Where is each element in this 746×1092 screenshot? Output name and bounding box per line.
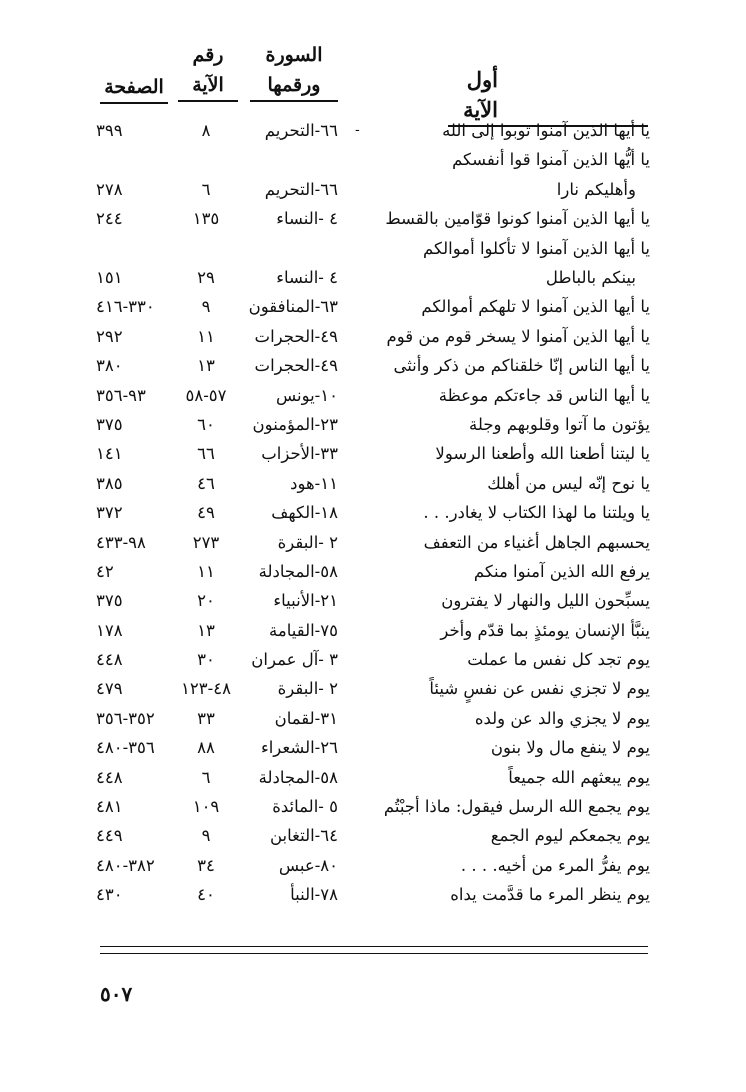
header-page: الصفحة: [100, 72, 168, 104]
surah-cell: ٦٦-التحريم: [264, 121, 338, 140]
page-number-cell: ٣٩٩: [96, 121, 123, 140]
ayah-number-cell: ١٣٥: [192, 209, 220, 229]
first-ayah-cell: [350, 469, 650, 498]
surah-cell: ١٠-يونس: [275, 385, 338, 405]
first-ayah-text: يوم يجمع الله الرسل فيقول: ماذا أجبْتُم: [383, 797, 650, 817]
first-ayah-cell: [350, 645, 650, 674]
first-ayah-cell: [350, 204, 650, 233]
page-number: ٥٠٧: [100, 982, 133, 1006]
first-ayah-cell: [350, 586, 650, 615]
first-ayah-text: يؤتون ما آتوا وقلوبهم وجلة: [469, 414, 650, 434]
ayah-number-cell: ٣٣: [197, 708, 215, 728]
header-ayah: [178, 40, 238, 102]
table-row: [0, 204, 746, 233]
first-ayah-text: يوم لا يجزي والد عن ولده: [474, 708, 650, 728]
surah-cell: ٣١-لقمان: [274, 708, 338, 728]
first-ayah-text: يا أيها الذين آمنوا لا تلهكم أموالكم: [421, 297, 650, 317]
surah-cell: ٨٠-عبس: [278, 855, 338, 875]
surah-cell: ٦٦-التحريم: [264, 179, 338, 199]
first-ayah-text: يسبِّحون الليل والنهار لا يفترون: [441, 591, 650, 611]
first-ayah-cell: [350, 439, 650, 468]
table-row: [0, 704, 746, 733]
ayah-number-cell: ٩: [201, 826, 211, 846]
table-row: [0, 792, 746, 821]
bottom-rule: [100, 946, 648, 947]
first-ayah-cell: [350, 116, 650, 145]
first-ayah-text: يوم لا ينفع مال ولا بنون: [490, 738, 650, 758]
page-number-cell: ٤٤٨: [96, 767, 123, 787]
surah-cell: ٥ -المائدة: [272, 797, 338, 817]
bottom-rule-double: [100, 953, 648, 954]
header-first-ayah: أول الآية: [448, 65, 648, 127]
table-row: [0, 469, 746, 498]
page-number-cell: ٣٥٦-٤٨٠: [96, 738, 155, 758]
surah-cell: ٤٩-الحجرات: [254, 356, 338, 376]
ayah-number-cell: ١١: [197, 561, 215, 581]
table-row: [0, 116, 746, 145]
page-number-cell: ٤٨١: [96, 797, 123, 817]
ayah-number-cell: ٥٧-٥٨: [185, 385, 227, 405]
surah-cell: ٢٣-المؤمنون: [252, 414, 338, 434]
table-row: [0, 322, 746, 351]
table-row: [0, 880, 746, 909]
table-row: [0, 439, 746, 468]
page-number-cell: ٣٧٢: [96, 503, 123, 523]
surah-cell: ١٨-الكهف: [271, 503, 338, 523]
index-table: [0, 116, 746, 910]
page-number-cell: ٢٤٤: [96, 209, 123, 229]
surah-cell: ٢ -البقرة: [277, 679, 338, 699]
ayah-number-cell: ٢٩: [197, 267, 215, 287]
header-ayah-line2: الآية: [178, 70, 238, 102]
first-ayah-cell: [350, 351, 650, 380]
page-number-cell: ٢٩٢: [96, 326, 123, 346]
first-ayah-text: يا نوح إنّه ليس من أهلك: [487, 473, 650, 493]
first-ayah-text: يا أيُّها الذين آمنوا قوا أنفسكم: [452, 150, 650, 170]
surah-cell: ٧٥-القيامة: [269, 620, 338, 640]
page-number-cell: ٤٧٩: [96, 679, 123, 699]
page-number-cell: ٣٨٥: [96, 473, 123, 493]
first-ayah-cell: [350, 234, 650, 293]
first-ayah-text: يوم ينظر المرء ما قدَّمت يداه: [450, 885, 650, 905]
ayah-number-cell: ٣٤: [197, 855, 215, 875]
table-row: [0, 528, 746, 557]
surah-cell: ٢١-الأنبياء: [273, 591, 338, 611]
first-ayah-cell: [350, 792, 650, 821]
first-ayah-text: يا أيها الناس إنّا خلقناكم من ذكر وأنثى: [393, 356, 650, 376]
table-row: [0, 733, 746, 762]
first-ayah-cell: [350, 851, 650, 880]
page-number-cell: ٣٣٠-٤١٦: [96, 297, 155, 317]
surah-cell: ٤ -النساء: [276, 267, 338, 287]
ayah-number-cell: ٢٠: [197, 591, 215, 611]
table-row: [0, 674, 746, 703]
table-row: [0, 645, 746, 674]
first-ayah-cell: [350, 498, 650, 527]
header-surah-line2: ورقمها: [250, 70, 338, 102]
first-ayah-text: يوم يبعثهم الله جميعاً: [508, 767, 650, 787]
table-row: [0, 851, 746, 880]
table-row: [0, 145, 746, 204]
page-number-cell: ١٥١: [96, 267, 123, 287]
page-number-cell: ٣٧٥: [96, 591, 123, 611]
ayah-number-cell: ٦٦: [197, 444, 215, 464]
page-number-cell: ٣٧٥: [96, 414, 123, 434]
first-ayah-cell: [350, 733, 650, 762]
first-ayah-cell: [350, 880, 650, 909]
first-ayah-text: يا ليتنا أطعنا الله وأطعنا الرسولا: [435, 444, 650, 464]
surah-cell: ٣ -آل عمران: [251, 650, 338, 670]
page-number-cell: ٣٨٢-٤٨٠: [96, 855, 155, 875]
surah-cell: ٧٨-النبأ: [290, 885, 338, 905]
surah-cell: ٢ -البقرة: [277, 532, 338, 552]
ayah-number-cell: ٤٠: [197, 885, 215, 905]
table-row: [0, 381, 746, 410]
page-number-cell: ٣٨٠: [96, 356, 123, 376]
ayah-number-cell: ١١: [197, 326, 215, 346]
first-ayah-cell: [350, 381, 650, 410]
header-ayah-line1: رقم: [192, 44, 224, 66]
first-ayah-cell: [350, 821, 650, 850]
first-ayah-cell: [350, 410, 650, 439]
table-row: [0, 351, 746, 380]
first-ayah-text: يرفع الله الذين آمنوا منكم: [473, 561, 650, 581]
row-marker: -: [355, 122, 360, 138]
page-number-cell: ٣٥٢-٣٥٦: [96, 708, 155, 728]
first-ayah-text: يوم يفرُّ المرء من أخيه. . . .: [460, 855, 650, 875]
first-ayah-text: يا أيها الذين آمنوا توبوا إلى الله: [442, 121, 650, 140]
page-number-cell: ٤٢: [96, 561, 114, 581]
surah-cell: ٢٦-الشعراء: [260, 738, 338, 758]
first-ayah-text: يوم يجمعكم ليوم الجمع: [490, 826, 650, 846]
page-number-cell: ٢٧٨: [96, 179, 123, 199]
surah-cell: ٦٤-التغابن: [269, 826, 338, 846]
page-number-cell: ٤٤٨: [96, 650, 123, 670]
page-number-cell: ٤٤٩: [96, 826, 123, 846]
first-ayah-cell: [350, 145, 650, 204]
page-number-cell: ٩٨-٤٣٣: [96, 532, 146, 552]
table-row: [0, 498, 746, 527]
surah-cell: ٥٨-المجادلة: [258, 561, 338, 581]
first-ayah-text: يوم لا تجزي نفس عن نفسٍ شيئاً: [429, 679, 650, 699]
page-number-cell: ٤٣٠: [96, 885, 123, 905]
surah-cell: ٤ -النساء: [276, 209, 338, 229]
surah-cell: ٥٨-المجادلة: [258, 767, 338, 787]
ayah-number-cell: ١٣: [197, 356, 215, 376]
first-ayah-continuation: بينكم بالباطل: [545, 267, 636, 287]
ayah-number-cell: ٣٠: [197, 650, 215, 670]
first-ayah-cell: [350, 763, 650, 792]
surah-cell: ٣٣-الأحزاب: [261, 444, 338, 464]
ayah-number-cell: ٦: [201, 767, 211, 787]
table-row: [0, 292, 746, 321]
first-ayah-text: ينبَّأ الإنسان يومئذٍ بما قدّم وأخر: [440, 620, 650, 640]
ayah-number-cell: ١٠٩: [192, 797, 220, 817]
first-ayah-cell: [350, 674, 650, 703]
page-number-cell: ٩٣-٣٥٦: [96, 385, 146, 405]
ayah-number-cell: ٤٦: [197, 473, 215, 493]
ayah-number-cell: ٦: [201, 179, 211, 199]
surah-cell: ٤٩-الحجرات: [254, 326, 338, 346]
first-ayah-cell: [350, 704, 650, 733]
table-row: [0, 763, 746, 792]
first-ayah-text: يوم تجد كل نفس ما عملت: [467, 650, 650, 670]
ayah-number-cell: ١٣: [197, 620, 215, 640]
first-ayah-cell: [350, 557, 650, 586]
first-ayah-continuation: وأهليكم نارا: [556, 179, 636, 199]
first-ayah-cell: [350, 322, 650, 351]
ayah-number-cell: ٨٨: [197, 738, 215, 758]
header-surah-line1: السورة: [265, 44, 323, 66]
table-row: [0, 234, 746, 293]
first-ayah-text: يا أيها الذين آمنوا كونوا قوّامين بالقسط: [385, 209, 650, 229]
ayah-number-cell: ٤٩: [197, 503, 215, 523]
page-number-cell: ١٧٨: [96, 620, 123, 640]
table-row: [0, 616, 746, 645]
ayah-number-cell: ٦٠: [197, 414, 215, 434]
first-ayah-text: يحسبهم الجاهل أغنياء من التعفف: [423, 532, 650, 552]
first-ayah-text: يا أيها الذين آمنوا لا تأكلوا أموالكم: [423, 238, 650, 258]
first-ayah-cell: [350, 528, 650, 557]
table-row: [0, 821, 746, 850]
page-number-cell: ١٤١: [96, 444, 123, 464]
table-row: [0, 557, 746, 586]
first-ayah-cell: [350, 616, 650, 645]
first-ayah-text: يا أيها الذين آمنوا لا يسخر قوم من قوم: [386, 326, 650, 346]
ayah-number-cell: ٤٨-١٢٣: [181, 679, 231, 699]
header-surah: [250, 40, 338, 102]
first-ayah-text: يا أيها الناس قد جاءتكم موعظة: [438, 385, 650, 405]
table-row: [0, 586, 746, 615]
surah-cell: ١١-هود: [290, 473, 338, 493]
surah-cell: ٦٣-المنافقون: [248, 297, 338, 317]
first-ayah-text: يا ويلتنا ما لهذا الكتاب لا يغادر. . .: [423, 503, 650, 523]
ayah-number-cell: ٨: [201, 121, 211, 140]
ayah-number-cell: ٩: [201, 297, 211, 317]
first-ayah-cell: [350, 292, 650, 321]
ayah-number-cell: ٢٧٣: [192, 532, 220, 552]
table-row: [0, 410, 746, 439]
